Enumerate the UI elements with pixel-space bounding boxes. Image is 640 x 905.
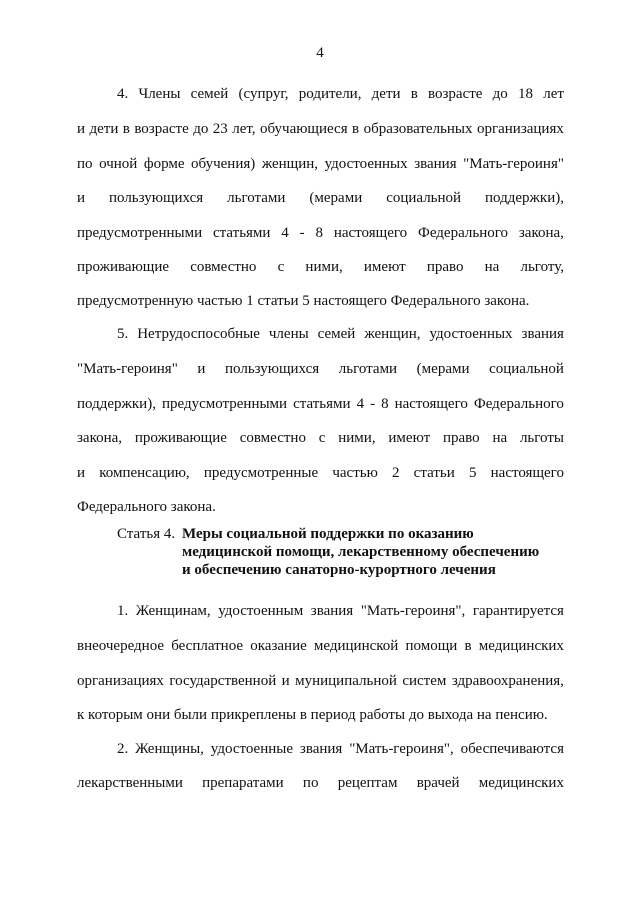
article-part-1-line-3 (77, 672, 564, 691)
word: препаратами (202, 775, 284, 791)
word: 2 (391, 465, 400, 481)
word: удостоенных (324, 156, 408, 172)
word: образовательных (363, 121, 473, 137)
word: (супруг, (238, 86, 289, 102)
word: звания (414, 156, 457, 172)
word: социальной (386, 190, 462, 206)
word: удостоенные (210, 741, 294, 757)
word: ними, (338, 430, 376, 446)
word: в (122, 121, 130, 137)
word: 8 (381, 396, 389, 412)
word: статьями (293, 396, 351, 412)
word: рецептам (337, 775, 398, 791)
word: "Мать-героиня" (77, 361, 178, 377)
word: медицинских (478, 638, 564, 654)
paragraph-5-line-6: Федерального закона. (77, 499, 216, 515)
word: и (197, 361, 206, 377)
word: помощи (405, 638, 458, 654)
word: обеспечиваются (460, 741, 564, 757)
word: и (77, 121, 86, 137)
word: статьи (413, 465, 455, 481)
word: и (281, 673, 290, 689)
word: организациях (476, 121, 564, 137)
word: по (77, 156, 93, 172)
word: пользующихся (225, 361, 320, 377)
page-number: 4 (316, 45, 324, 61)
word: члены (268, 326, 309, 342)
word: Федерального (417, 225, 509, 241)
word: на (484, 259, 500, 275)
word: медицинских (478, 775, 564, 791)
word: 8 (315, 225, 323, 241)
word: "Мать-героиня", (360, 603, 466, 619)
word: дети (89, 121, 119, 137)
word: здравоохранения, (451, 673, 564, 689)
word: ними, (305, 259, 343, 275)
word: до (492, 86, 508, 102)
word: совместно (239, 430, 306, 446)
word: Женщины, (135, 741, 204, 757)
word: организациях (77, 673, 164, 689)
word: лекарственными (77, 775, 183, 791)
word: льготами (338, 361, 398, 377)
word: семей (190, 86, 229, 102)
word: гарантируется (472, 603, 564, 619)
word: 18 (518, 86, 534, 102)
word: женщин, (261, 156, 319, 172)
word: обучения) (191, 156, 256, 172)
word: звания (521, 326, 564, 342)
word: 2. (117, 741, 129, 757)
word: муниципальной (295, 673, 397, 689)
word: Женщинам, (135, 603, 211, 619)
word: до (193, 121, 209, 137)
word: 5 (468, 465, 477, 481)
word: родители, (298, 86, 362, 102)
word: врачей (416, 775, 460, 791)
word: женщин, (364, 326, 421, 342)
word: право (426, 259, 464, 275)
paragraph-5-line-4 (77, 429, 564, 448)
word: государственной (169, 673, 277, 689)
article-part-2-line-2 (77, 774, 564, 793)
word: проживающие (134, 430, 227, 446)
word: дети (371, 86, 401, 102)
article-part-1-line-4: к которым они были прикреплены в период работы до выхода на пенсию. (77, 707, 548, 723)
word: "Мать-героиня", (349, 741, 454, 757)
word: в (464, 638, 472, 654)
word: 1. (117, 603, 129, 619)
word: социальной (489, 361, 564, 377)
word: удостоенным (218, 603, 304, 619)
word: звания (299, 741, 343, 757)
word: поддержки), (485, 190, 564, 206)
word: право (442, 430, 480, 446)
article-title-line: Меры социальной поддержки по оказанию (182, 526, 474, 542)
word: Члены (138, 86, 181, 102)
word: семей (317, 326, 356, 342)
article-part-2-line-1 (117, 740, 564, 759)
word: предусмотренными (77, 225, 203, 241)
article-part-1-line-1 (117, 602, 564, 621)
paragraph-5-line-2 (77, 360, 564, 379)
word: - (299, 225, 305, 241)
paragraph-4-line-3 (77, 155, 564, 174)
paragraph-5-line-1 (117, 325, 564, 344)
word: предусмотренными (161, 396, 288, 412)
word: частью (332, 465, 378, 481)
article-title-line: и обеспечению санаторно-курортного лечения (182, 562, 496, 578)
word: в (352, 121, 360, 137)
word: систем (402, 673, 447, 689)
article-title-line: медицинской помощи, лекарственному обеспечению (182, 544, 540, 560)
word: закона, (518, 225, 564, 241)
word: медицинской (313, 638, 399, 654)
word: Федерального (473, 396, 564, 412)
word: очной (99, 156, 138, 172)
word: компенсацию, (99, 465, 190, 481)
article-part-1-line-2 (77, 637, 564, 656)
word: льготу, (520, 259, 564, 275)
word: звания (310, 603, 354, 619)
word: настоящего (333, 225, 408, 241)
word: статьями (212, 225, 271, 241)
word: на (492, 430, 508, 446)
paragraph-4-line-1 (117, 85, 564, 104)
article-label: Статья 4. (117, 526, 176, 542)
word: лет, (232, 121, 256, 137)
paragraph-4-line-4 (77, 189, 564, 208)
word: 4 (281, 225, 289, 241)
paragraph-4-line-6 (77, 258, 564, 277)
word: предусмотренные (203, 465, 319, 481)
word: лет (543, 86, 564, 102)
word: (мерами (416, 361, 470, 377)
paragraph-5-line-5 (77, 464, 564, 483)
word: проживающие (77, 259, 170, 275)
word: обучающиеся (259, 121, 348, 137)
word: и (77, 465, 86, 481)
word: возрасте (428, 86, 483, 102)
word: имеют (388, 430, 431, 446)
word: 5. (117, 326, 129, 342)
word: по (302, 775, 319, 791)
word: форме (143, 156, 185, 172)
word: оказание (250, 638, 307, 654)
word: настоящего (394, 396, 468, 412)
word: пользующихся (108, 190, 204, 206)
word: настоящего (490, 465, 564, 481)
word: 4 (356, 396, 365, 412)
word: с (277, 259, 285, 275)
word: совместно (190, 259, 257, 275)
word: возрасте (134, 121, 189, 137)
paragraph-4-line-5 (77, 224, 564, 243)
word: и (77, 190, 86, 206)
paragraph-5-line-3 (77, 395, 564, 414)
word: (мерами (309, 190, 363, 206)
word: бесплатное (171, 638, 244, 654)
word: поддержки), (77, 396, 156, 412)
word: льготами (227, 190, 286, 206)
word: удостоенных (429, 326, 513, 342)
word: с (318, 430, 326, 446)
word: 23 (212, 121, 228, 137)
paragraph-4-line-2 (77, 120, 564, 139)
word: "Мать-героиня" (463, 156, 564, 172)
word: Нетрудоспособные (137, 326, 260, 342)
word: в (410, 86, 418, 102)
word: имеют (363, 259, 406, 275)
word: закона, (77, 430, 123, 446)
paragraph-4-line-7: предусмотренную частью 1 статьи 5 настоящего Федерального закона. (77, 293, 530, 309)
word: - (370, 396, 376, 412)
word: 4. (117, 86, 129, 102)
article-title (182, 525, 577, 579)
word: внеочередное (77, 638, 165, 654)
word: льготы (519, 430, 564, 446)
